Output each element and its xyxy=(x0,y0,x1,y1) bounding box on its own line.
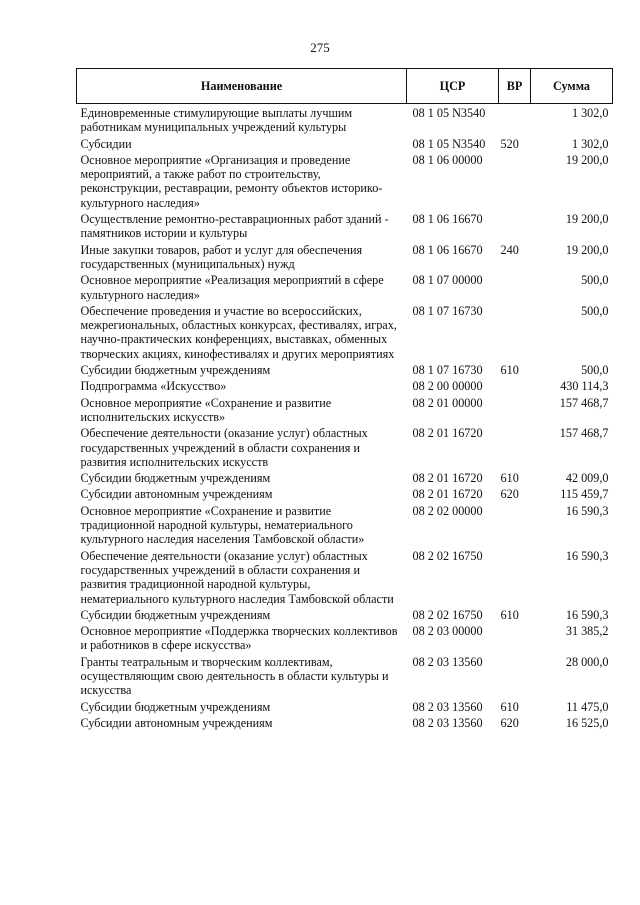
row-name-cell: Иные закупки товаров, работ и услуг для обеспечения государственных (муниципальных) нужд xyxy=(80,242,363,271)
row-csr-cell: 08 1 06 00000 xyxy=(412,152,483,167)
row-vr-cell: 610 xyxy=(500,363,519,378)
table-row xyxy=(77,363,613,379)
row-csr-cell: 08 1 07 00000 xyxy=(412,273,483,288)
table-row xyxy=(77,549,613,608)
row-name-cell: Основное мероприятие «Поддержка творческих коллективов и работников в сфере искусства» xyxy=(80,624,398,653)
row-sum-cell: 19 200,0 xyxy=(565,212,609,227)
row-sum-cell: 500,0 xyxy=(581,363,609,378)
row-name-cell: Основное мероприятие «Организация и проведение мероприятий, а также работ по строительству, реконструкции, реставрации, ремонту объектов историко-культурного наследия» xyxy=(80,152,383,210)
row-sum-cell: 11 475,0 xyxy=(566,699,609,714)
row-vr-cell xyxy=(499,396,531,427)
row-vr-cell xyxy=(499,655,531,700)
table-body xyxy=(77,104,613,733)
table-row xyxy=(77,137,613,153)
row-sum-cell: 500,0 xyxy=(581,303,609,318)
row-vr-cell: 610 xyxy=(500,607,519,622)
row-vr-cell xyxy=(499,549,531,608)
table-row xyxy=(77,471,613,487)
table-row xyxy=(77,379,613,395)
table-row xyxy=(77,716,613,732)
table-row xyxy=(77,104,613,137)
row-vr-cell: 610 xyxy=(500,471,519,486)
row-csr-cell: 08 1 05 N3540 xyxy=(412,106,486,120)
header-vr: ВР xyxy=(499,69,531,104)
row-csr-cell: 08 2 02 16750 xyxy=(412,607,483,622)
row-name-cell: Основное мероприятие «Сохранение и развитие исполнительских искусств» xyxy=(80,395,332,424)
row-csr-cell: 08 2 00 00000 xyxy=(412,379,483,394)
budget-table xyxy=(76,68,613,732)
row-vr-cell: 240 xyxy=(500,242,519,257)
row-csr-cell: 08 2 01 16720 xyxy=(412,487,483,502)
row-csr-cell: 08 1 06 16670 xyxy=(412,212,483,227)
row-csr-cell: 08 2 03 13560 xyxy=(412,715,483,730)
row-name-cell: Осуществление ремонтно-реставрационных работ зданий - памятников истории и культуры xyxy=(80,212,389,241)
table-header xyxy=(77,69,613,104)
row-name-cell: Субсидии автономным учреждениям xyxy=(80,715,273,730)
row-name-cell: Обеспечение деятельности (оказание услуг) областных государственных учреждений в области сохранения и развития исполнительских искусств xyxy=(80,426,368,469)
row-name-cell: Гранты театральным и творческим коллективам, осуществляющим свою деятельность в области культуры и искусства xyxy=(80,654,389,698)
table-row xyxy=(77,243,613,274)
row-vr-cell: 620 xyxy=(500,487,519,502)
row-sum-cell: 157 468,7 xyxy=(559,426,609,441)
row-sum-cell: 1 302,0 xyxy=(571,136,609,151)
row-vr-cell xyxy=(499,504,531,549)
row-csr-cell: 08 2 01 16720 xyxy=(412,471,483,486)
row-csr-cell: 08 2 02 00000 xyxy=(412,503,483,518)
row-sum-cell: 157 468,7 xyxy=(559,395,609,410)
table-row xyxy=(77,396,613,427)
row-name-cell: Единовременные стимулирующие выплаты лучшим работникам муниципальных учреждений культуры xyxy=(80,106,353,135)
row-name-cell: Субсидии автономным учреждениям xyxy=(80,487,273,502)
table-row xyxy=(77,608,613,624)
table-row xyxy=(77,624,613,655)
row-vr-cell xyxy=(499,379,531,395)
row-sum-cell: 28 000,0 xyxy=(565,654,609,669)
row-sum-cell: 42 009,0 xyxy=(565,471,609,486)
row-name-cell: Основное мероприятие «Реализация мероприятий в сфере культурного наследия» xyxy=(80,273,384,302)
row-vr-cell: 520 xyxy=(500,136,519,151)
row-csr-cell: 08 2 03 00000 xyxy=(412,624,483,639)
row-vr-cell xyxy=(499,104,531,137)
table-row xyxy=(77,273,613,304)
row-sum-cell: 16 590,3 xyxy=(565,548,609,563)
row-sum-cell: 115 459,7 xyxy=(560,487,609,502)
row-sum-cell: 16 590,3 xyxy=(565,503,609,518)
header-sum: Сумма xyxy=(531,69,613,104)
row-csr-cell: 08 1 07 16730 xyxy=(412,363,483,378)
table-row xyxy=(77,212,613,243)
table-row xyxy=(77,426,613,471)
row-csr-cell: 08 2 01 16720 xyxy=(412,426,483,441)
row-vr-cell: 610 xyxy=(500,699,519,714)
row-name-cell: Субсидии бюджетным учреждениям xyxy=(80,363,271,378)
row-vr-cell xyxy=(499,624,531,655)
header-name: Наименование xyxy=(77,69,407,104)
header-row xyxy=(77,69,613,104)
row-sum-cell: 430 114,3 xyxy=(560,379,609,394)
row-csr-cell: 08 2 02 16750 xyxy=(412,548,483,563)
row-vr-cell xyxy=(499,304,531,363)
row-sum-cell: 16 590,3 xyxy=(565,607,609,622)
row-csr-cell: 08 2 03 13560 xyxy=(412,699,483,714)
row-sum-cell: 16 525,0 xyxy=(565,715,609,730)
row-sum-cell: 19 200,0 xyxy=(565,242,609,257)
row-name-cell: Субсидии бюджетным учреждениям xyxy=(80,699,271,714)
table-row xyxy=(77,304,613,363)
row-name-cell: Субсидии бюджетным учреждениям xyxy=(80,471,271,486)
row-vr-cell xyxy=(499,426,531,471)
row-name-cell: Основное мероприятие «Сохранение и развитие традиционной народной культуры, нематериального культурного наследия населения Тамбовской области» xyxy=(80,503,365,547)
header-csr: ЦСР xyxy=(407,69,499,104)
row-vr-cell xyxy=(499,273,531,304)
table-row xyxy=(77,655,613,700)
table-row xyxy=(77,153,613,212)
row-vr-cell: 620 xyxy=(500,715,519,730)
row-csr-cell: 08 1 07 16730 xyxy=(412,303,483,318)
table-row xyxy=(77,487,613,503)
row-sum-cell: 19 200,0 xyxy=(565,152,609,167)
row-csr-cell: 08 1 06 16670 xyxy=(412,242,483,257)
row-sum-cell: 500,0 xyxy=(581,273,609,288)
row-name-cell: Подпрограмма «Искусство» xyxy=(80,379,227,394)
row-vr-cell xyxy=(499,153,531,212)
row-csr-cell: 08 2 03 13560 xyxy=(412,654,483,669)
row-sum-cell: 31 385,2 xyxy=(565,624,609,639)
row-name-cell: Обеспечение проведения и участие во всероссийских, межрегиональных, областных конкурсах, фестивалях, играх, научно-практических конференциях, выставках, обменных творческих акциях, кинофестивалях и других мероприятиях xyxy=(80,303,397,361)
row-vr-cell xyxy=(499,212,531,243)
row-name-cell: Субсидии бюджетным учреждениям xyxy=(80,607,271,622)
table-row xyxy=(77,700,613,716)
row-csr-cell: 08 2 01 00000 xyxy=(412,395,483,410)
row-sum-cell: 1 302,0 xyxy=(571,106,609,120)
page-number: 275 xyxy=(310,40,330,55)
table-row xyxy=(77,504,613,549)
row-name-cell: Субсидии xyxy=(80,136,132,151)
row-name-cell: Обеспечение деятельности (оказание услуг) областных государственных учреждений в области сохранения и развития традиционной народной культуры, нематериального культурного наследия Тамбовской области xyxy=(80,548,394,606)
row-csr-cell: 08 1 05 N3540 xyxy=(412,136,486,151)
